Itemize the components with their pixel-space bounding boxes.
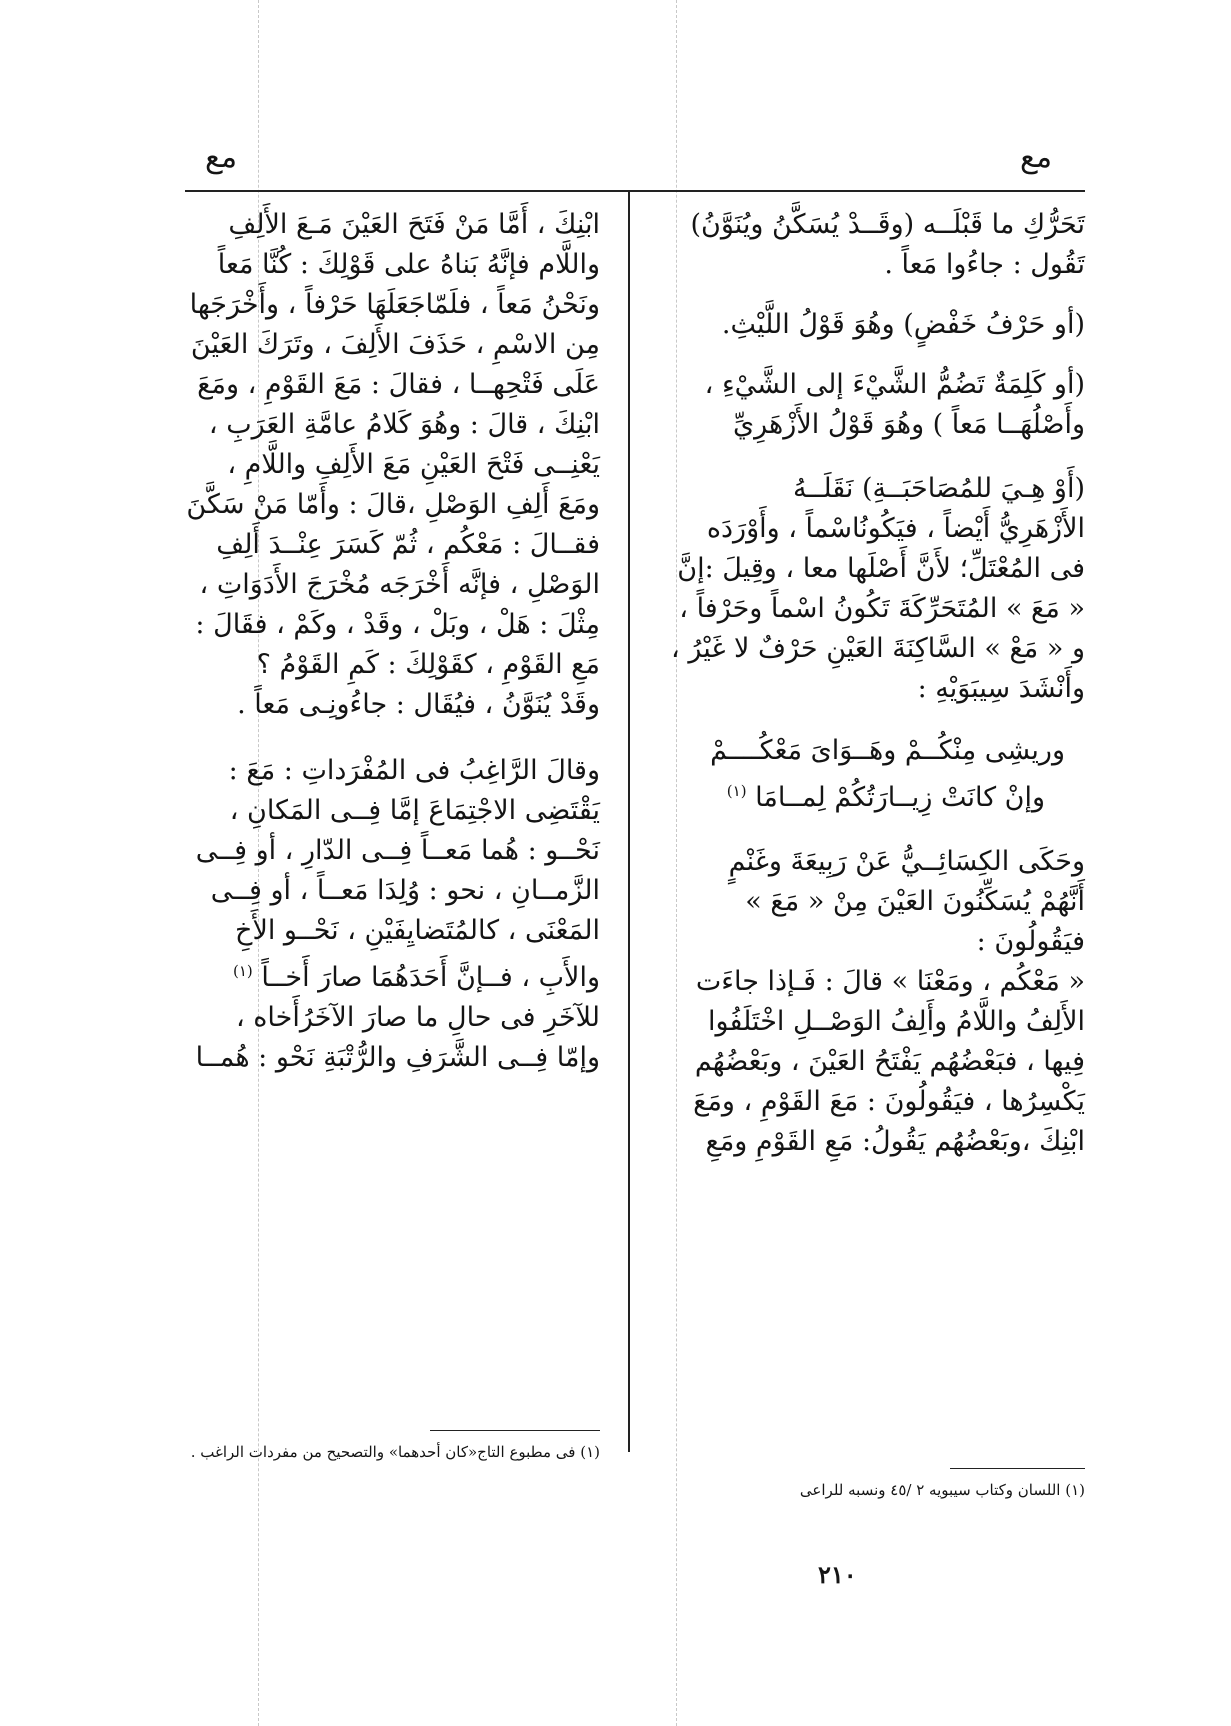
text-line: (أَوْ هِـيَ للمُصَاحَبَــةِ) نَقَلَــهُ	[793, 473, 1085, 504]
text-line: وإمّا فِــى الشَّرَفِ والرُّتْبَةِ نَحْو : هُمــا	[195, 1042, 600, 1073]
text-line: واللَّام فإنَّهُ بَناهُ على قَوْلِكَ : كُنَّا مَعاً	[217, 249, 600, 280]
text-line: أَنَّهُمْ يُسَكِّنُونَ العَيْنَ مِنْ « مَعَ » فيَقُولُونَ :	[745, 886, 1085, 957]
verse	[660, 731, 1085, 818]
paragraph	[660, 842, 1085, 1162]
text-line: وأَنْشَدَ سِيبَوَيْهِ :	[917, 673, 1085, 704]
text-line: يَقْتَضِى الاجْتِمَاعَ إمَّا فِــى المَكانِ ،	[229, 795, 600, 826]
text-line: فِيها ، فبَعْضُهُم يَفْتَحُ العَيْنَ ، وبَعْضُهُم	[694, 1046, 1085, 1077]
text-line: ابْنِكَ ،وبَعْضُهُم يَقُولُ: مَعِ القَوْمِ ومَعِ	[705, 1126, 1085, 1157]
footnote-rule-left	[430, 1430, 600, 1431]
text-line: يَعْنِــى فَتْحَ العَيْنِ مَعَ الأَلِفِ واللَّامِ ،	[227, 449, 600, 480]
left-column	[155, 205, 600, 1078]
text-line: وأَصْلُهَــا مَعاً ) وهُوَ قَوْلُ الأَزْهَرِيِّ	[733, 409, 1085, 440]
verse-line-text: وإنْ كانَتْ زِيــارَتُكُمْ لِمــامَا	[755, 782, 1045, 813]
text-line: ابْنِكَ ، قالَ : وهُوَ كَلامُ عامَّةِ العَرَبِ ،	[208, 409, 600, 440]
text-line: وحَكَى الكِسَائِــيُّ عَنْ رَبِيعَةَ وغَنْمٍ	[728, 846, 1085, 877]
running-header-left: مع	[205, 140, 238, 175]
text-line: فى المُعْتَلِّ؛ لأَنَّ أَصْلَها معا ، وقِيلَ :إنَّ	[677, 553, 1085, 584]
text-line: مَعِ القَوْمِ ، كقَوْلِكَ : كَمِ القَوْمُ ؟	[256, 649, 600, 680]
header-rule	[185, 190, 1085, 192]
paragraph	[155, 205, 600, 725]
text-line: للآخَرِ فى حالِ ما صارَ الآخَرُأَخاه ،	[235, 1002, 600, 1033]
paragraph	[660, 469, 1085, 709]
text-line: يَكْسِرُها ، فيَقُولُونَ : مَعَ القَوْمِ ، ومَعَ	[693, 1086, 1085, 1117]
text-line: وقَدْ يُنَوَّنُ ، فيُقَال : جاءُونِـى مَعاً .	[237, 689, 600, 720]
footnote-marker: (١)	[726, 782, 747, 800]
verse-line	[660, 771, 1065, 818]
paragraph	[660, 365, 1085, 445]
text-line: و « مَعْ » السَّاكِنَةَ العَيْنِ حَرْفٌ لا غَيْرُ ،	[671, 633, 1085, 664]
text-line: المَعْنَى ، كالمُتَضايِفَيْنِ ، نَحْــو الأَخِ	[235, 915, 600, 946]
text-line	[155, 951, 600, 998]
text-line: فقــالَ : مَعْكُم ، ثُمّ كَسَرَ عِنْــدَ أَلِفِ	[216, 529, 600, 560]
text-line: الزَّمــانِ ، نحو : وُلِدَا مَعــاً ، أو فِــى	[210, 875, 600, 906]
text-line: « مَعَ » المُتَحَرِّكَةَ تَكُونُ اسْماً وحَرْفاً ،	[679, 593, 1085, 624]
text-line: ابْنِكَ ، أَمَّا مَنْ فَتَحَ العَيْنَ مَـعَ الأَلِفِ	[228, 209, 600, 240]
text-line: الأَزْهَرِيُّ أَيْضاً ، فيَكُونُاسْماً ، وأَوْرَدَه	[706, 513, 1085, 544]
text-line-segment: والأَبِ ، فــإنَّ أَحَدَهُمَا صارَ أَخــاً	[261, 962, 600, 993]
text-line: « مَعْكُم ، ومَعْنَا » قالَ : فَـإذا جاءَت	[695, 966, 1085, 997]
text-line: مِثْلَ : هَلْ ، وبَلْ ، وقَدْ ، وكَمْ ، فقَالَ :	[195, 609, 600, 640]
text-line: وقالَ الرَّاغِبُ فى المُفْرَداتِ : مَعَ :	[228, 755, 600, 786]
text-line: ونَحْنُ مَعاً ، فلَمّاجَعَلَهَا حَرْفاً ، وأَخْرَجَها	[189, 289, 600, 320]
text-line: مِن الاسْمِ ، حَذَفَ الأَلِفَ ، وتَرَكَ العَيْنَ	[190, 329, 600, 360]
paragraph: (أو حَرْفُ خَفْضٍ) وهُوَ قَوْلُ اللَّيْثِ.	[721, 309, 1085, 340]
text-line: تَحَرُّكِ ما قَبْلَــه (وقَــدْ يُسَكَّنُ ويُنَوَّنُ)	[690, 209, 1085, 240]
text-line: ومَعَ أَلِفِ الوَصْلِ ،قالَ : وأَمّا مَنْ سَكَّنَ	[186, 489, 600, 520]
footnote-right: (١) اللسان وكتاب سيبويه ٢ /٤٥ ونسبه للراعى	[799, 1481, 1085, 1499]
text-line: (أو كَلِمَةٌ تَضُمُّ الشَّيْءَ إلى الشَّيْءِ ،	[704, 369, 1085, 400]
text-line: الوَصْلِ ، فإنَّه أَخْرَجَه مُخْرَجَ الأَدَوَاتِ ،	[199, 569, 600, 600]
page-number: ٢١٠	[818, 1560, 857, 1589]
text-line: عَلَى فَتْحِهــا ، فقالَ : مَعَ القَوْمِ ، ومَعَ	[197, 369, 600, 400]
column-divider	[628, 192, 630, 1452]
text-line: تَقُول : جاءُوا مَعاً .	[884, 249, 1085, 280]
verse-line: وريشِى مِنْكُــمْ وهَــوَاىَ مَعْكُــــمْ	[710, 735, 1065, 766]
text-line: نَحْــو : هُما مَعــاً فِــى الدّارِ ، أو فِــى	[195, 835, 600, 866]
running-header-right: مع	[1020, 140, 1053, 175]
footnote-left: (١) فى مطبوع التاج«كان أحدهما» والتصحيح من مفردات الراغب .	[190, 1443, 600, 1461]
right-column	[660, 205, 1085, 1162]
paragraph	[155, 751, 600, 1078]
footnote-marker: (١)	[232, 962, 253, 980]
text-line: الأَلِفُ واللَّامُ وأَلِفُ الوَصْــلِ اخْتَلَفُوا	[708, 1006, 1085, 1037]
footnote-rule-right	[950, 1468, 1085, 1469]
